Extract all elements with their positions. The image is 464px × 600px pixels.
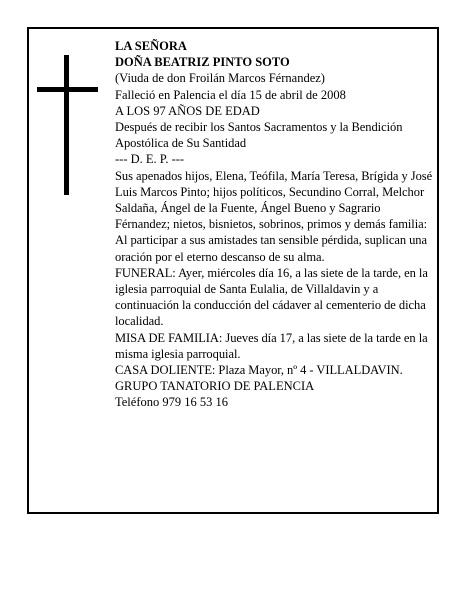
obituary-text	[115, 38, 435, 411]
prayer-request: Al participar a sus amistades tan sensible pérdida, suplican una oración por el eterno descanso de su alma.	[115, 233, 427, 264]
funeral-info: FUNERAL: Ayer, miércoles día 16, a las siete de la tarde, en la iglesia parroquial de Santa Eulalia, de Villaldavin y a continuación la conducción del cádaver al cementerio de dicha localidad.	[115, 265, 428, 329]
deceased-name: DOÑA BEATRIZ PINTO SOTO	[115, 55, 290, 70]
cross-icon	[64, 55, 69, 195]
age: A LOS 97 AÑOS DE EDAD	[115, 103, 260, 118]
sacraments: Después de recibir los Santos Sacramentos y la Bendición Apostólica de Su Santidad	[115, 120, 403, 151]
phone: Teléfono 979 16 53 16	[115, 395, 228, 410]
funeral-home: GRUPO TANATORIO DE PALENCIA	[115, 379, 315, 394]
mass-info: MISA DE FAMILIA: Jueves día 17, a las siete de la tarde en la misma iglesia parroquial.	[115, 330, 428, 361]
death-date: Falleció en Palencia el día 15 de abril de 2008	[115, 87, 346, 102]
widow-of: (Viuda de don Froilán Marcos Férnandez)	[115, 71, 325, 86]
rip: --- D. E. P. ---	[115, 152, 185, 167]
cross-icon-bar	[37, 87, 98, 92]
notice-title: LA SEÑORA	[115, 39, 187, 53]
family-list: Sus apenados hijos, Elena, Teófila, María Teresa, Brígida y José Luis Marcos Pinto; hijos políticos, Secundino Corral, Melchor Saldaña, Ángel de la Fuente, Ángel Bueno y Sagrario Férnandez; nietos, bisnietos, sobrinos, primos y demás familia:	[115, 168, 433, 232]
house-info: CASA DOLIENTE: Plaza Mayor, nº 4 - VILLALDAVIN.	[115, 363, 403, 378]
